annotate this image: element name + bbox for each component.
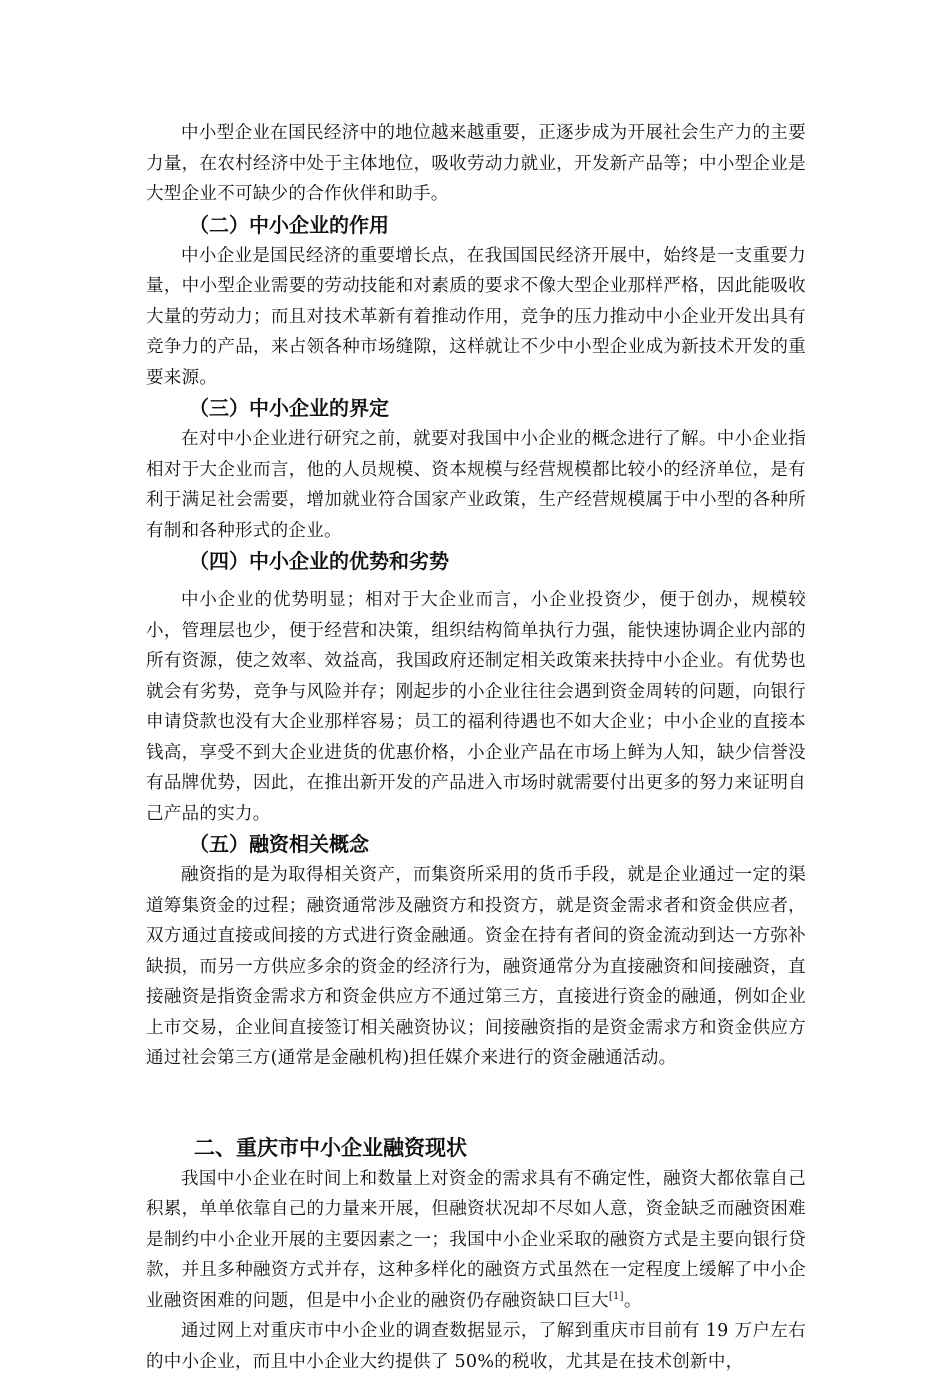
chapter-paragraph-1-text: 我国中小企业在时间上和数量上对资金的需求具有不确定性，融资大都依靠自己积累，单单依靠自己的力量来开展，但融资状况却不尽如人意，资金缺乏而融资困难是制约中小企业开展的主要因素之一；我国中小企业采取的融资方式是主要向银行贷款，并且多种融资方式并存，这种多样化的融资方式虽然在一定程度上缓解了中小企业融资困难的问题，但是中小企业的融资仍存融资缺口巨大 bbox=[146, 1168, 806, 1311]
section-heading-financing: （五）融资相关概念 bbox=[189, 832, 369, 856]
section-body-pros-cons: 中小企业的优势明显；相对于大企业而言，小企业投资少，便于创办，规模较小，管理层也少，便于经营和决策，组织结构简单执行力强，能快速协调企业内部的所有资源，使之效率、效益高，我国政府还制定相关政策来扶持中小企业。有优势也就会有劣势，竞争与风险并存；刚起步的小企业往往会遇到资金周转的问题，向银行申请贷款也没有大企业那样容易；员工的福利待遇也不如大企业；中小企业的直接本钱高，享受不到大企业进货的优惠价格，小企业产品在市场上鲜为人知，缺少信誉没有品牌优势，因此，在推出新开发的产品进入市场时就需要付出更多的努力来证明自己产品的实力。 bbox=[146, 590, 806, 824]
citation-marker[interactable]: [1] bbox=[608, 1290, 624, 1302]
chapter-heading: 二、重庆市中小企业融资现状 bbox=[194, 1135, 467, 1160]
chapter-paragraph-2: 通过网上对重庆市中小企业的调查数据显示，了解到重庆市目前有 19 万户左右的中小企业，而且中小企业大约提供了 50%的税收，尤其是在技术创新中， bbox=[146, 1321, 806, 1372]
chapter-paragraph-1-end: 。 bbox=[623, 1290, 642, 1311]
section-heading-pros-cons: （四）中小企业的优势和劣势 bbox=[189, 549, 449, 573]
section-body-financing: 融资指的是为取得相关资产，而集资所采用的货币手段，就是企业通过一定的渠道筹集资金的过程；融资通常涉及融资方和投资方，就是资金需求者和资金供应者，双方通过直接或间接的方式进行资金融通。资金在持有者间的资金流动到达一方弥补缺损，而另一方供应多余的资金的经济行为，融资通常分为直接融资和间接融资，直接融资是指资金需求方和资金供应方不通过第三方，直接进行资金的融通，例如企业上市交易，企业间直接签订相关融资协议；间接融资指的是资金需求方和资金供应方通过社会第三方(通常是金融机构)担任媒介来进行的资金融通活动。 bbox=[146, 865, 806, 1068]
section-body-role: 中小企业是国民经济的重要增长点，在我国国民经济开展中，始终是一支重要力量，中小型企业需要的劳动技能和对素质的要求不像大型企业那样严格，因此能吸收大量的劳动力；而且对技术革新有着推动作用，竞争的压力推动中小企业开发出具有竞争力的产品，来占领各种市场缝隙，这样就让不少中小型企业成为新技术开发的重要来源。 bbox=[146, 245, 806, 388]
intro-paragraph: 中小型企业在国民经济中的地位越来越重要，正逐步成为开展社会生产力的主要力量，在农村经济中处于主体地位，吸收劳动力就业，开发新产品等；中小型企业是大型企业不可缺少的合作伙伴和助手。 bbox=[146, 123, 806, 204]
section-heading-role: （二）中小企业的作用 bbox=[189, 212, 389, 237]
document-page bbox=[146, 118, 806, 1377]
chapter-paragraph-1 bbox=[146, 1164, 806, 1317]
section-body-definition: 在对中小企业进行研究之前，就要对我国中小企业的概念进行了解。中小企业指相对于大企业而言，他的人员规模、资本规模与经营规模都比较小的经济单位，是有利于满足社会需要，增加就业符合国家产业政策，生产经营规模属于中小型的各种所有制和各种形式的企业。 bbox=[146, 429, 806, 541]
section-heading-definition: （三）中小企业的界定 bbox=[189, 396, 389, 420]
